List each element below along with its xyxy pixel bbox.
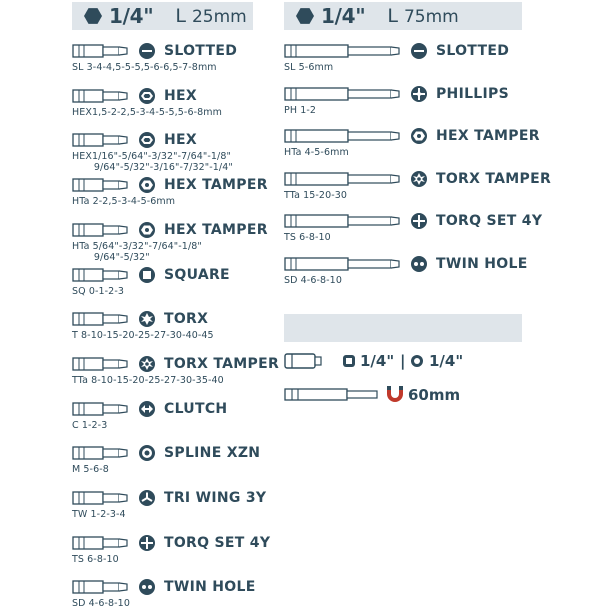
phillips-icon: [410, 85, 428, 103]
bit-icon: [72, 268, 130, 282]
bit-sizes: TS 6-8-10: [72, 553, 119, 565]
bit-icon: [72, 536, 130, 550]
bit-row: [284, 212, 543, 246]
bit-icon: [72, 402, 130, 416]
bit-sizes: SD 4-6-8-10: [284, 274, 342, 286]
adapter-separator: |: [400, 352, 406, 370]
bit-row: [284, 85, 509, 119]
bit-row: [72, 131, 272, 174]
adapter-size-2: 1/4": [429, 352, 464, 370]
bit-sizes: SL 3-4-4,5-5-5,5-6-6,5-7-8mm: [72, 62, 217, 73]
hex-tamper-icon: [138, 176, 156, 194]
bit-sizes: HTa 2-2,5-3-4-5-6mm: [72, 196, 176, 208]
bit-icon: [284, 172, 402, 186]
bit-name: TORQ SET 4Y: [436, 213, 543, 229]
bit-name: SPLINE XZN: [164, 445, 261, 462]
bit-name: SLOTTED: [164, 43, 238, 59]
header-length: L 25mm: [175, 5, 247, 27]
bit-sizes: HEX1/16"-5/64"-3/32"-7/64"-1/8" 9/64"-5/32"-3/16"-7/32"-1/4": [72, 151, 233, 174]
bit-row: [72, 176, 272, 210]
socket-adapter-row: [284, 352, 524, 372]
torq-set-icon: [138, 534, 156, 552]
header-length: L 75mm: [387, 5, 459, 27]
bit-name: TWIN HOLE: [164, 579, 256, 596]
bit-row: [72, 444, 272, 478]
socket-adapter-icon: [284, 352, 324, 370]
bit-sizes: PH 1-2: [284, 104, 317, 116]
bit-name: TORX TAMPER: [436, 170, 552, 187]
bit-icon: [72, 44, 130, 58]
bit-sizes: HEX1,5-2-2,5-3-4-5-5,5-6-8mm: [72, 106, 222, 118]
bit-name: CLUTCH: [164, 400, 228, 417]
torq-set-icon: [410, 212, 428, 230]
accessory-header-bar: [284, 314, 522, 342]
bit-sizes: SL 5-6mm: [284, 62, 334, 73]
bit-icon: [72, 580, 130, 594]
slotted-icon: [410, 42, 428, 60]
bit-row: [72, 489, 272, 523]
magnet-icon: [386, 384, 404, 404]
socket-square-icon: [342, 354, 356, 368]
torx-tamper-icon: [138, 355, 156, 373]
slotted-icon: [138, 42, 156, 60]
hex-socket-icon: [138, 131, 156, 149]
bit-name: HEX TAMPER: [164, 177, 268, 194]
bit-sizes: TTa 15-20-30: [284, 189, 348, 201]
spline-icon: [138, 444, 156, 462]
bit-icon: [72, 178, 130, 192]
bit-icon: [72, 223, 130, 237]
bit-row: [284, 127, 540, 161]
bit-sizes: HTa 4-5-6mm: [284, 147, 349, 158]
bit-icon: [72, 312, 130, 326]
socket-hex-icon: [410, 354, 424, 368]
bit-row: [284, 42, 510, 76]
bit-row: [72, 42, 272, 76]
hex-shank-icon: [296, 7, 314, 25]
bit-name: PHILLIPS: [436, 85, 509, 102]
bit-row: [72, 400, 272, 434]
bit-name: TRI WING 3Y: [164, 490, 267, 506]
header-size: 1/4": [321, 4, 366, 28]
bit-row: [284, 170, 552, 204]
bit-row: [72, 266, 272, 300]
hex-tamper-icon: [410, 127, 428, 145]
bit-icon: [72, 133, 130, 147]
bit-name: HEX TAMPER: [436, 128, 540, 144]
tri-wing-icon: [138, 489, 156, 507]
bit-sizes: M 5-6-8: [72, 464, 109, 476]
twin-hole-icon: [138, 578, 156, 596]
right-header: [284, 2, 522, 30]
left-header: [72, 2, 253, 30]
bit-row: [72, 87, 272, 121]
bit-icon: [72, 491, 130, 505]
bit-sizes: TW 1-2-3-4: [72, 509, 126, 520]
magnetic-holder-row: [284, 384, 524, 406]
hex-socket-icon: [138, 87, 156, 105]
bit-name: HEX: [164, 132, 197, 149]
bit-row: [72, 578, 272, 612]
bit-row: [72, 310, 272, 344]
bit-name: TORX: [164, 311, 209, 328]
bit-row: [72, 221, 272, 263]
bit-icon: [284, 44, 402, 58]
bit-icon: [72, 446, 130, 460]
bit-sizes: HTa 5/64"-3/32"-7/64"-1/8" 9/64"-5/32": [72, 240, 202, 263]
torx-icon: [138, 310, 156, 328]
bit-name: TORQ SET 4Y: [164, 534, 271, 551]
bit-name: TORX TAMPER: [164, 355, 280, 372]
hex-tamper-icon: [138, 221, 156, 239]
adapter-size-1: 1/4": [360, 352, 395, 370]
square-icon: [138, 266, 156, 284]
bit-icon: [284, 257, 402, 271]
twin-hole-icon: [410, 255, 428, 273]
bit-sizes: C 1-2-3: [72, 419, 108, 431]
bit-name: TWIN HOLE: [436, 255, 528, 272]
bit-name: SLOTTED: [436, 43, 510, 59]
bit-sizes: TS 6-8-10: [284, 232, 331, 243]
bit-icon: [284, 129, 402, 143]
bit-name: SQUARE: [164, 266, 230, 283]
header-size: 1/4": [109, 4, 154, 28]
magnetic-holder-icon: [284, 386, 394, 404]
bit-icon: [72, 357, 130, 371]
bit-sizes: SQ 0-1-2-3: [72, 285, 124, 297]
bit-name: HEX: [164, 87, 197, 104]
bit-sizes: T 8-10-15-20-25-27-30-40-45: [72, 330, 214, 342]
torx-tamper-icon: [410, 170, 428, 188]
bit-name: HEX TAMPER: [164, 221, 268, 238]
bit-sizes: TTa 8-10-15-20-25-27-30-35-40: [72, 374, 224, 386]
bit-sizes: SD 4-6-8-10: [72, 598, 130, 610]
hex-shank-icon: [84, 7, 102, 25]
bit-row: [284, 255, 528, 289]
bit-row: [72, 355, 280, 389]
bit-icon: [72, 89, 130, 103]
clutch-icon: [138, 400, 156, 418]
bit-row: [72, 534, 272, 568]
holder-length: 60mm: [408, 386, 461, 404]
bit-icon: [284, 87, 402, 101]
bit-icon: [284, 214, 402, 228]
